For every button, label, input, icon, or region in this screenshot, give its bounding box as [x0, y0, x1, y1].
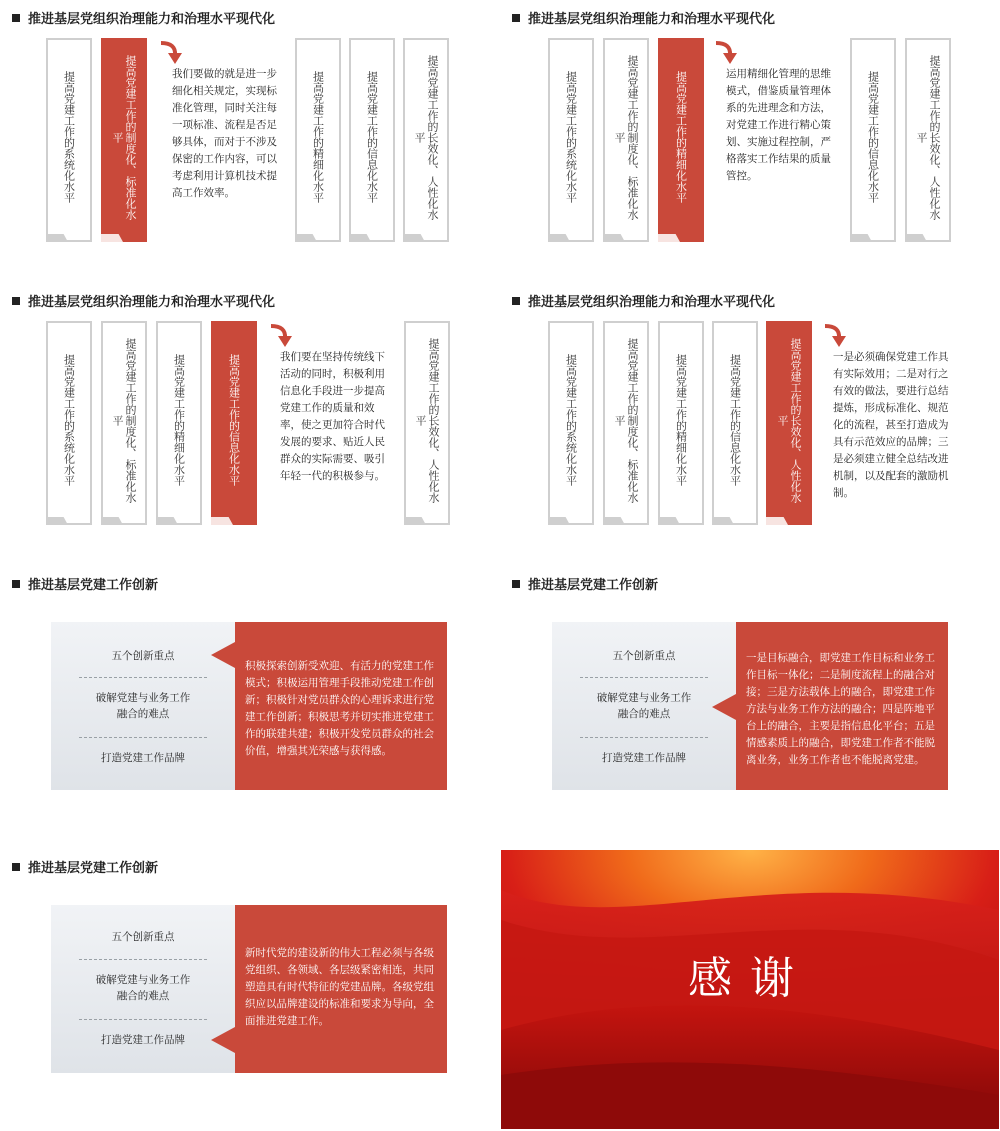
divider: [79, 1019, 207, 1020]
bullet-icon: [512, 297, 520, 305]
card-institutional: 提高党建工作的制度化、标准化水平: [603, 321, 649, 525]
thanks-slide: [501, 850, 999, 1129]
panel-content: [235, 905, 447, 1073]
pointer-arrow-icon: [211, 1027, 235, 1053]
bullet-icon: [12, 14, 20, 22]
menu-item-brand[interactable]: 打造党建工作品牌: [101, 1034, 185, 1046]
card-institutional: 提高党建工作的制度化、标准化水平: [101, 321, 147, 525]
menu-item-key-points[interactable]: 五个创新重点: [111, 650, 175, 662]
menu-item-brand[interactable]: 打造党建工作品牌: [602, 752, 686, 764]
pointer-arrow-icon: [211, 642, 235, 668]
divider: [79, 959, 207, 960]
card-institutional: 提高党建工作的制度化、标准化水平: [603, 38, 649, 242]
card-long-term: 提高党建工作的长效化、人性化水平: [766, 321, 812, 525]
slide-title: 推进基层党组织治理能力和治理水平现代化: [12, 8, 275, 27]
curved-arrow-icon: [268, 323, 294, 349]
divider: [79, 677, 207, 678]
card-refined: 提高党建工作的精细化水平: [658, 38, 704, 242]
curved-arrow-icon: [713, 40, 739, 66]
card-informatized: 提高党建工作的信息化水平: [349, 38, 395, 242]
card-refined: 提高党建工作的精细化水平: [658, 321, 704, 525]
slide-3: [0, 283, 500, 565]
slide-title: 推进基层党建工作创新: [512, 574, 658, 593]
divider: [580, 677, 708, 678]
innovation-panel-1: [51, 622, 447, 790]
card-systematic: 提高党建工作的系统化水平: [46, 38, 92, 242]
panel-text: 积极探索创新受欢迎、有活力的党建工作模式；积极运用管理手段推动党建工作创新；积极针对党员群众的心理诉求进行党建工作创新；积极思考并切实推进党建工作的联建共建；积极开发党员群众的社会价值，增强其光荣感与获得感。: [245, 660, 434, 757]
bullet-icon: [12, 580, 20, 588]
card-informatized: 提高党建工作的信息化水平: [712, 321, 758, 525]
divider: [580, 737, 708, 738]
bullet-icon: [12, 297, 20, 305]
curved-arrow-icon: [158, 40, 184, 66]
divider: [79, 737, 207, 738]
menu-item-key-points[interactable]: 五个创新重点: [111, 931, 175, 943]
card-long-term: 提高党建工作的长效化、人性化水平: [404, 321, 450, 525]
curved-arrow-icon: [822, 323, 848, 349]
panel-text: 新时代党的建设新的伟大工程必须与各级党组织、各领域、各层级紧密相连，共同塑造具有时代特征的党建品牌。各级党组织应以品牌建设的标准和要求为导向，全面推进党建工作。: [245, 947, 434, 1027]
slide-title: 推进基层党组织治理能力和治理水平现代化: [512, 291, 775, 310]
card-refined: 提高党建工作的精细化水平: [295, 38, 341, 242]
slide-title: 推进基层党组织治理能力和治理水平现代化: [12, 291, 275, 310]
panel-content: [736, 622, 948, 790]
slide-1: [0, 0, 500, 282]
panel-text: 一是目标融合，即党建工作目标和业务工作目标一体化；二是制度流程上的融合对接；三是方法载体上的融合，即党建工作方法与业务工作方法的融合；四是阵地平台上的融合，主要是指信息化平台；五是情感素质上的融合，即党建工作者不能脱离业务，业务工作者也不能脱离党建。: [746, 652, 935, 766]
card-informatized: 提高党建工作的信息化水平: [850, 38, 896, 242]
card-description: 我们要做的就是进一步细化相关规定，实现标准化管理，同时关注每一项标准、流程是否足够具体，而对于不涉及保密的工作内容，可以考虑利用计算机技术提高工作效率。: [172, 68, 277, 199]
card-systematic: 提高党建工作的系统化水平: [548, 321, 594, 525]
slide-title: 推进基层党组织治理能力和治理水平现代化: [512, 8, 775, 27]
slide-2: [500, 0, 1000, 282]
menu-item-brand[interactable]: 打造党建工作品牌: [101, 752, 185, 764]
card-informatized: 提高党建工作的信息化水平: [211, 321, 257, 525]
bullet-icon: [512, 580, 520, 588]
card-systematic: 提高党建工作的系统化水平: [548, 38, 594, 242]
panel-menu: [51, 622, 235, 790]
thanks-title: 感谢: [688, 953, 812, 1004]
panel-menu: [552, 622, 736, 790]
menu-item-key-points[interactable]: 五个创新重点: [612, 650, 676, 662]
card-institutional: 提高党建工作的制度化、标准化水平: [101, 38, 147, 242]
slide-title: 推进基层党建工作创新: [12, 857, 158, 876]
pointer-arrow-icon: [712, 694, 736, 720]
menu-item-integration[interactable]: 破解党建与业务工作融合的难点: [95, 692, 191, 720]
menu-item-integration[interactable]: 破解党建与业务工作融合的难点: [596, 692, 692, 720]
bullet-icon: [512, 14, 520, 22]
card-long-term: 提高党建工作的长效化、人性化水平: [905, 38, 951, 242]
slide-title: 推进基层党建工作创新: [12, 574, 158, 593]
card-description: 一是必须确保党建工作具有实际效用；二是对行之有效的做法，要进行总结提炼，形成标准化、规范化的流程，甚至打造成为具有示范效应的品牌；三是必须建立健全总结改进机制，以及配套的激励机制。: [833, 351, 949, 499]
bullet-icon: [12, 863, 20, 871]
card-systematic: 提高党建工作的系统化水平: [46, 321, 92, 525]
menu-item-integration[interactable]: 破解党建与业务工作融合的难点: [95, 974, 191, 1002]
card-refined: 提高党建工作的精细化水平: [156, 321, 202, 525]
card-description: 运用精细化管理的思维模式，借鉴质量管理体系的先进理念和方法，对党建工作进行精心策划、实施过程控制，严格落实工作结果的质量管控。: [726, 68, 831, 182]
slide-4: [500, 283, 1000, 565]
panel-menu: [51, 905, 235, 1073]
card-description: 我们要在坚持传统线下活动的同时，积极利用信息化手段进一步提高党建工作的质量和效率，使之更加符合时代发展的要求、贴近人民群众的实际需要、吸引年轻一代的积极参与。: [280, 351, 385, 482]
panel-content: [235, 622, 447, 790]
card-long-term: 提高党建工作的长效化、人性化水平: [403, 38, 449, 242]
innovation-panel-2: [552, 622, 948, 790]
innovation-panel-3: [51, 905, 447, 1073]
